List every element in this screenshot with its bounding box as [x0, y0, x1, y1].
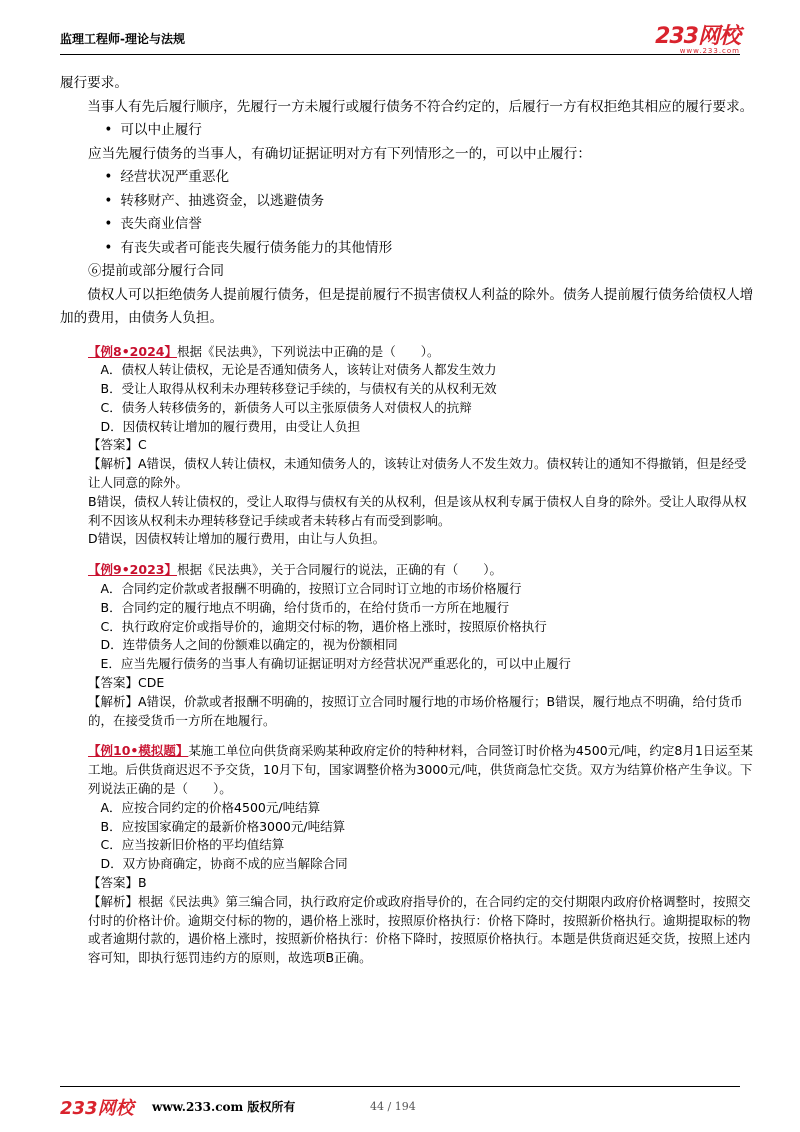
option: C．应当按新旧价格的平均值结算: [100, 837, 285, 853]
option: B．合同约定的履行地点不明确，给付货币的，在给付货币一方所在地履行: [100, 599, 510, 615]
option: C．执行政府定价或指导价的，逾期交付标的物，遇价格上涨时，按照原价格执行: [100, 618, 547, 634]
answer: 【答案】C: [88, 437, 147, 453]
paragraph: 当事人有先后履行顺序，先履行一方未履行或履行债务不符合约定的，后履行一方有权拒绝其相应的履行要求。: [87, 98, 754, 115]
bullet-item: • 可以中止履行: [88, 119, 756, 143]
example-tag: 【例10•模拟题】: [88, 743, 189, 759]
bullet-item: • 有丧失或者可能丧失履行债务能力的其他情形: [88, 237, 756, 261]
footer-copyright[interactable]: www.233.com 版权所有: [152, 1100, 296, 1114]
answer: 【答案】CDE: [88, 675, 165, 691]
example-8: [88, 343, 756, 550]
option: A．债权人转让债权，无论是否通知债务人，该转让对债务人都发生效力: [100, 362, 497, 378]
option: C．债务人转移债务的，新债务人可以主张原债务人对债权人的抗辩: [100, 399, 472, 415]
analysis: 【解析】A错误，价款或者报酬不明确的，按照订立合同时履行地的市场价格履行；B错误，履行地点不明确，给付货币的，在接受货币一方所在地履行。: [88, 693, 743, 728]
page-footer: [60, 1092, 740, 1122]
brand-logo: [655, 26, 740, 55]
document-title: 监理工程师-理论与法规: [60, 32, 185, 46]
paragraph: 应当先履行债务的当事人，有确切证据证明对方有下列情形之一的，可以中止履行：: [88, 145, 591, 162]
question-text: 根据《民法典》，下列说法中正确的是（ ）。: [176, 343, 440, 359]
paragraph: ⑥提前或部分履行合同: [88, 263, 224, 279]
example-tag: 【例8•2024】: [88, 343, 177, 359]
footer-logo: 233网校: [60, 1098, 134, 1119]
paragraph: 履行要求。: [60, 75, 128, 91]
question: [88, 561, 756, 580]
example-9: [88, 561, 756, 730]
paragraph: 债权人可以拒绝债务人提前履行债务，但是提前履行不损害债权人利益的除外。债务人提前履行债务给债权人增加的费用，由债务人负担。: [60, 286, 754, 326]
option: A．应按合同约定的价格4500元/吨结算: [100, 799, 321, 815]
question: [88, 742, 756, 798]
question-text: 某施工单位向供货商采购某种政府定价的特种材料，合同签订时价格为4500元/吨，约定8月1日运至某工地。后供货商迟迟不予交货，10月下旬，国家调整价格为3000元/吨，供货商急忙交货。双方为结算价格产生争议。下列说法正确的是（ ）。: [88, 743, 753, 797]
example-10: [88, 742, 756, 968]
analysis: 【解析】A错误，债权人转让债权，未通知债务人的，该转让对债务人不发生效力。债权转让的通知不得撤销，但是经受让人同意的除外。: [88, 456, 747, 491]
option: B．应按国家确定的最新价格3000元/吨结算: [100, 818, 346, 834]
logo-url: www.233.com: [679, 47, 740, 55]
answer: 【答案】B: [88, 875, 147, 891]
analysis: 【解析】根据《民法典》第三编合同，执行政府定价或政府指导价的，在合同约定的交付期限内政府价格调整时，按照交付时的价格计价。逾期交付标的物的，遇价格上涨时，按照原价格执行：价格下降时，按照新价格执行。逾期提取标的物或者逾期付款的，遇价格上涨时，按照新价格执行：价格下降时，按照原价格执行。本题是供货商迟延交货，按照上述内容可知，即执行惩罚违约方的原则，故选项B正确。: [88, 893, 751, 966]
page-header: [60, 24, 740, 55]
analysis: B错误，债权人转让债权的，受让人取得与债权有关的从权利，但是该从权利专属于债权人自身的除外。受让人取得从权利不因该从权利未办理转移登记手续或者未转移占有而受到影响。: [88, 493, 747, 528]
option: D．因债权转让增加的履行费用，由受让人负担: [100, 418, 361, 434]
page-content: [60, 72, 756, 968]
bullet-item: • 转移财产、抽逃资金，以逃避债务: [88, 190, 756, 214]
option: B．受让人取得从权利未办理转移登记手续的，与债权有关的从权利无效: [100, 381, 497, 397]
page-number: 44 / 194: [370, 1100, 416, 1113]
option: E．应当先履行债务的当事人有确切证据证明对方经营状况严重恶化的，可以中止履行: [100, 656, 571, 672]
analysis: D错误，因债权转让增加的履行费用，由让与人负担。: [88, 531, 386, 547]
bullet-item: • 丧失商业信誉: [88, 213, 756, 237]
example-tag: 【例9•2023】: [88, 562, 177, 578]
bullet-item: • 经营状况严重恶化: [88, 166, 756, 190]
logo-text: 233网校: [655, 24, 740, 49]
question-text: 根据《民法典》，关于合同履行的说法，正确的有（ ）。: [176, 562, 502, 578]
header-divider: [60, 54, 740, 55]
footer-divider: [60, 1086, 740, 1087]
option: D．连带债务人之间的份额难以确定的，视为份额相同: [100, 637, 398, 653]
option: D．双方协商确定，协商不成的应当解除合同: [100, 856, 348, 872]
question: [88, 343, 756, 362]
option: A．合同约定价款或者报酬不明确的，按照订立合同时订立地的市场价格履行: [100, 581, 522, 597]
